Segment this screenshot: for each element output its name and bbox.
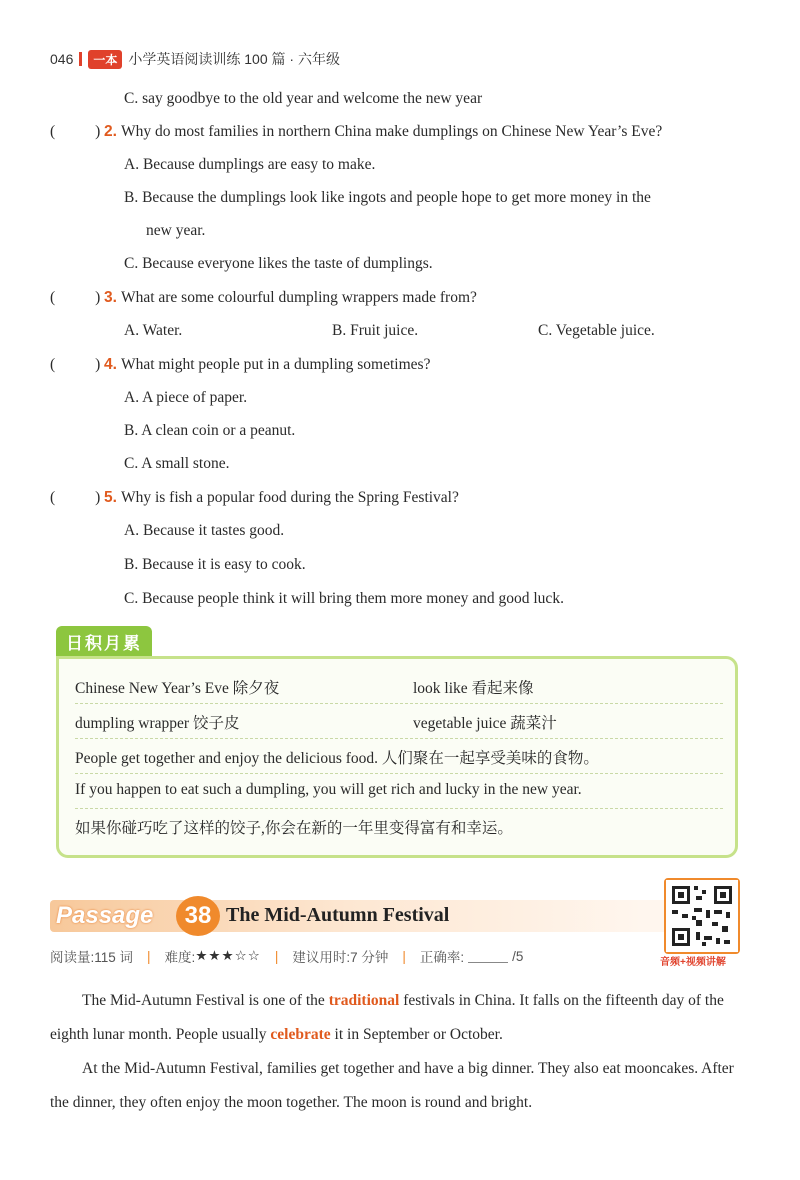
vocab-row [75,704,723,739]
q4-option-a: A. A piece of paper. [124,389,248,406]
q2-option-a: A. Because dumplings are easy to make. [124,156,376,173]
q3-answer-blank[interactable]: ( ) [50,289,101,306]
passage-banner [50,896,710,936]
passage-number-badge: 38 [176,896,220,936]
accuracy-label: 正确率: [419,950,465,965]
q4-number: 4. [104,356,117,373]
passage-meta [50,946,523,966]
vocab-phrase: dumpling wrapper 饺子皮 [75,715,240,732]
meta-divider: | [147,948,151,964]
keyword-traditional: traditional [328,992,400,1009]
passage-title: The Mid-Autumn Festival [226,904,450,926]
difficulty-label: 难度: [164,950,196,965]
q2-text: Why do most families in northern China make dumplings on Chinese New Year’s Eve? [120,123,663,140]
qr-caption: 音频+视频讲解 [660,957,726,968]
q5-option-c: C. Because people think it will bring them more money and good luck. [124,590,564,607]
q5-answer-blank[interactable]: ( ) [50,489,101,506]
q5-stem [104,489,459,507]
q2-option-b-line2: new year. [146,222,206,239]
vocab-phrase: Chinese New Year’s Eve 除夕夜 [75,680,280,697]
vocab-row [75,809,723,843]
q2-option-c: C. Because everyone likes the taste of dumplings. [124,255,433,272]
accuracy-total: /5 [512,948,524,964]
word-count: 阅读量:115 词 [50,950,134,965]
q4-answer-blank[interactable]: ( ) [50,356,101,373]
header-divider [79,52,82,66]
vocab-phrase: vegetable juice 蔬菜汁 [413,715,557,732]
q2-answer-blank[interactable]: ( ) [50,123,101,140]
vocab-phrase: look like 看起来像 [413,680,534,697]
vocab-row [75,774,723,809]
q3-number: 3. [104,289,117,306]
vocab-sentence: People get together and enjoy the delicious food. 人们聚在一起享受美味的食物。 [75,750,599,767]
meta-divider: | [274,948,279,964]
vocab-box-title: 日积月累 [56,626,152,656]
qr-code-icon[interactable] [664,878,740,954]
accuracy-blank[interactable] [468,950,508,963]
q3-text: What are some colourful dumpling wrappers made from? [120,289,477,306]
vocab-box [56,656,738,858]
q3-option-a: A. Water. [124,322,183,339]
q4-option-b: B. A clean coin or a peanut. [124,422,296,439]
q5-number: 5. [104,489,117,506]
vocab-sentence-translation: 如果你碰巧吃了这样的饺子,你会在新的一年里变得富有和幸运。 [75,820,513,837]
passage-paragraph-2: At the Mid-Autumn Festival, families get together and have a big dinner. They also eat mooncakes. After the dinner, they often enjoy the moon together. The moon is round and bright. [50,1060,734,1111]
passage-label: Passage [56,902,154,929]
vocab-sentence: If you happen to eat such a dumpling, you will get rich and lucky in the new year. [75,781,582,798]
page-number: 046 [50,51,74,67]
meta-divider: | [402,948,406,964]
q5-text: Why is fish a popular food during the Spring Festival? [120,489,459,506]
q2-option-b-line1: B. Because the dumplings look like ingots and people hope to get more money in the [124,189,651,206]
q2-stem [104,123,662,141]
q3-stem [104,289,477,307]
page-header [50,48,340,70]
keyword-celebrate: celebrate [270,1026,331,1043]
q3-option-c: C. Vegetable juice. [538,322,655,339]
suggested-time: 建议用时:7 分钟 [292,950,389,965]
q4-stem [104,356,430,374]
difficulty-stars-icon: ★★★☆☆ [195,948,261,963]
vocab-row [75,669,723,704]
q3-option-b: B. Fruit juice. [332,322,419,339]
q4-text: What might people put in a dumpling sometimes? [120,356,431,373]
q2-number: 2. [104,123,117,140]
q1-option-c: C. say goodbye to the old year and welcome the new year [124,90,483,107]
brand-logo: 一本 [88,50,122,69]
q4-option-c: C. A small stone. [124,455,230,472]
q5-option-a: A. Because it tastes good. [124,522,285,539]
q5-option-b: B. Because it is easy to cook. [124,556,306,573]
vocab-row [75,739,723,774]
book-series-title: 小学英语阅读训练 100 篇 · 六年级 [128,51,340,67]
passage-paragraph-1: The Mid-Autumn Festival is one of the traditional festivals in China. It falls on the fifteenth day of the eighth lunar month. People usually celebrate it in September or October. [50,992,724,1043]
